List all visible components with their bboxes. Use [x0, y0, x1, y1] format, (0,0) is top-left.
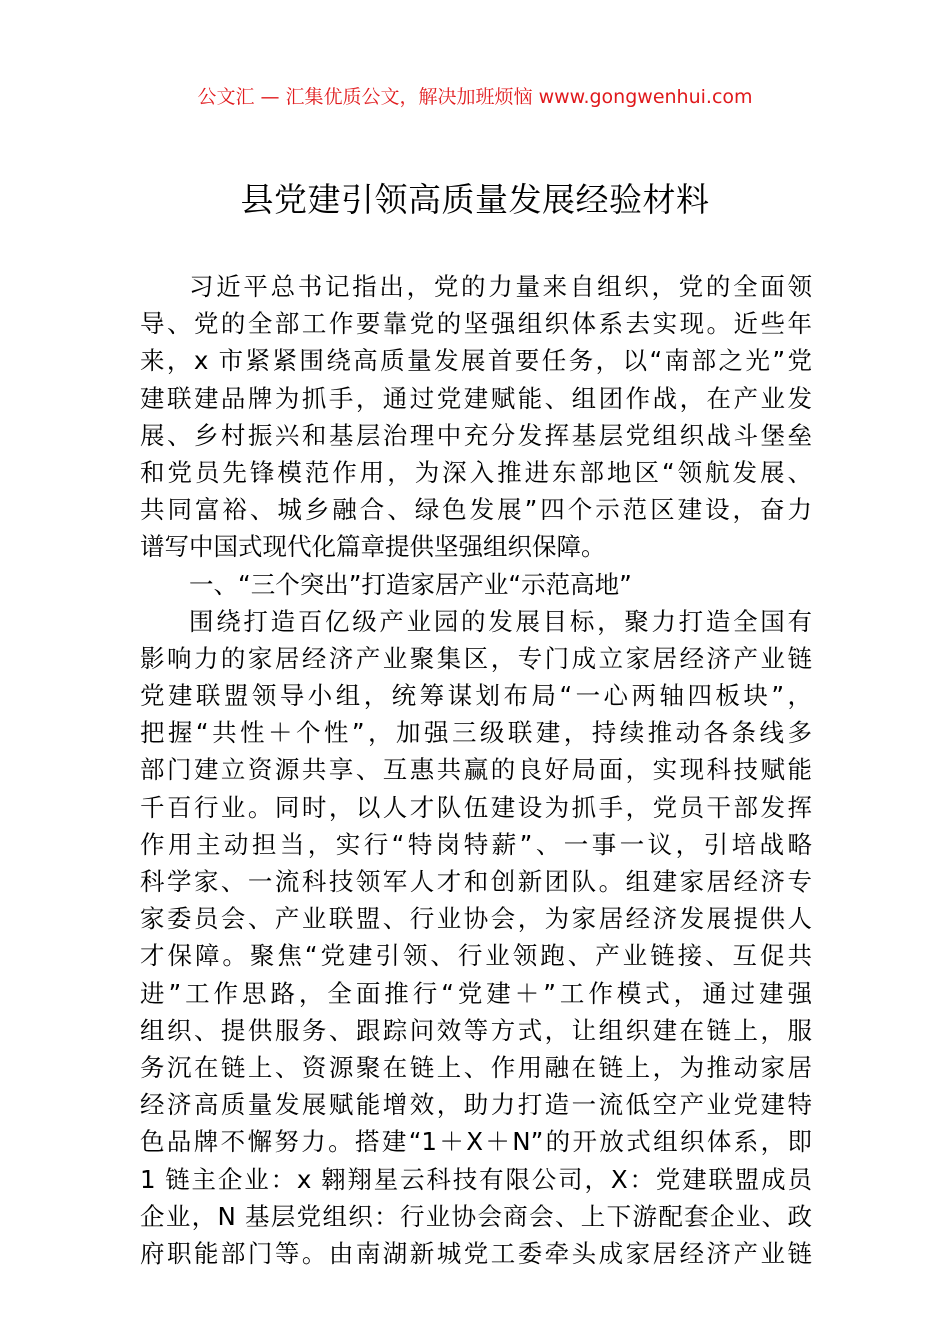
- paragraph-line: 1 链主企业：x 翱翔星云科技有限公司，X：党建联盟成员: [140, 1164, 812, 1194]
- paragraph-line: 把握“共性＋个性”，加强三级联建，持续推动各条线多: [140, 718, 812, 748]
- paragraph-line: 经济高质量发展赋能增效，助力打造一流低空产业党建特: [140, 1090, 812, 1120]
- paragraph-line: 科学家、一流科技领军人才和创新团队。组建家居经济专: [140, 867, 812, 896]
- paragraph-line: 部门建立资源共享、互惠共赢的良好局面，实现科技赋能: [140, 755, 812, 785]
- document-title: 县党建引领高质量发展经验材料: [240, 180, 710, 219]
- paragraph-line: 展、乡村振兴和基层治理中充分发挥基层党组织战斗堡垒: [140, 420, 812, 450]
- paragraph-line: 家委员会、产业联盟、行业协会，为家居经济发展提供人: [140, 904, 812, 934]
- paragraph-line: 围绕打造百亿级产业园的发展目标，聚力打造全国有: [189, 606, 812, 636]
- paragraph-line: 府职能部门等。由南湖新城党工委牵头成家居经济产业链: [140, 1238, 812, 1268]
- paragraph-line: 习近平总书记指出，党的力量来自组织，党的全面领: [189, 272, 812, 301]
- paragraph-line: 导、党的全部工作要靠党的坚强组织体系去实现。近些年: [140, 309, 812, 339]
- paragraph-line: 才保障。聚焦“党建引领、行业领跑、产业链接、互促共: [140, 941, 812, 971]
- header-banner: 公文汇 — 汇集优质公文，解决加班烦恼 www.gongwenhui.com: [197, 86, 753, 108]
- paragraph-line: 党建联盟领导小组，统筹谋划布局“一心两轴四板块”，: [140, 681, 812, 711]
- paragraph-line: 作用主动担当，实行“特岗特薪”、一事一议，引培战略: [140, 829, 812, 859]
- document-body: [140, 268, 812, 1272]
- paragraph-line: 共同富裕、城乡融合、绿色发展”四个示范区建设，奋力: [140, 495, 812, 525]
- paragraph-line: 来，x 市紧紧围绕高质量发展首要任务，以“南部之光”党: [140, 346, 812, 376]
- paragraph-line: 务沉在链上、资源聚在链上、作用融在链上，为推动家居: [140, 1052, 812, 1082]
- paragraph-line: 千百行业。同时，以人才队伍建设为抓手，党员干部发挥: [140, 792, 812, 822]
- paragraph-line: 建联建品牌为抓手，通过党建赋能、组团作战，在产业发: [140, 383, 812, 413]
- section-heading: 一、“三个突出”打造家居产业“示范高地”: [189, 569, 632, 599]
- paragraph-line: 影响力的家居经济产业聚集区，专门成立家居经济产业链: [140, 643, 812, 673]
- paragraph-line: 组织、提供服务、跟踪问效等方式，让组织建在链上，服: [140, 1015, 812, 1045]
- paragraph-line: 色品牌不懈努力。搭建“1＋X＋N”的开放式组织体系，即: [140, 1127, 812, 1157]
- paragraph-line: 进”工作思路，全面推行“党建＋”工作模式，通过建强: [140, 978, 812, 1008]
- paragraph-line: 和党员先锋模范作用，为深入推进东部地区“领航发展、: [140, 457, 812, 487]
- paragraph-line: 企业，N 基层党组织：行业协会商会、上下游配套企业、政: [140, 1201, 812, 1231]
- paragraph-line: 谱写中国式现代化篇章提供坚强组织保障。: [140, 532, 606, 562]
